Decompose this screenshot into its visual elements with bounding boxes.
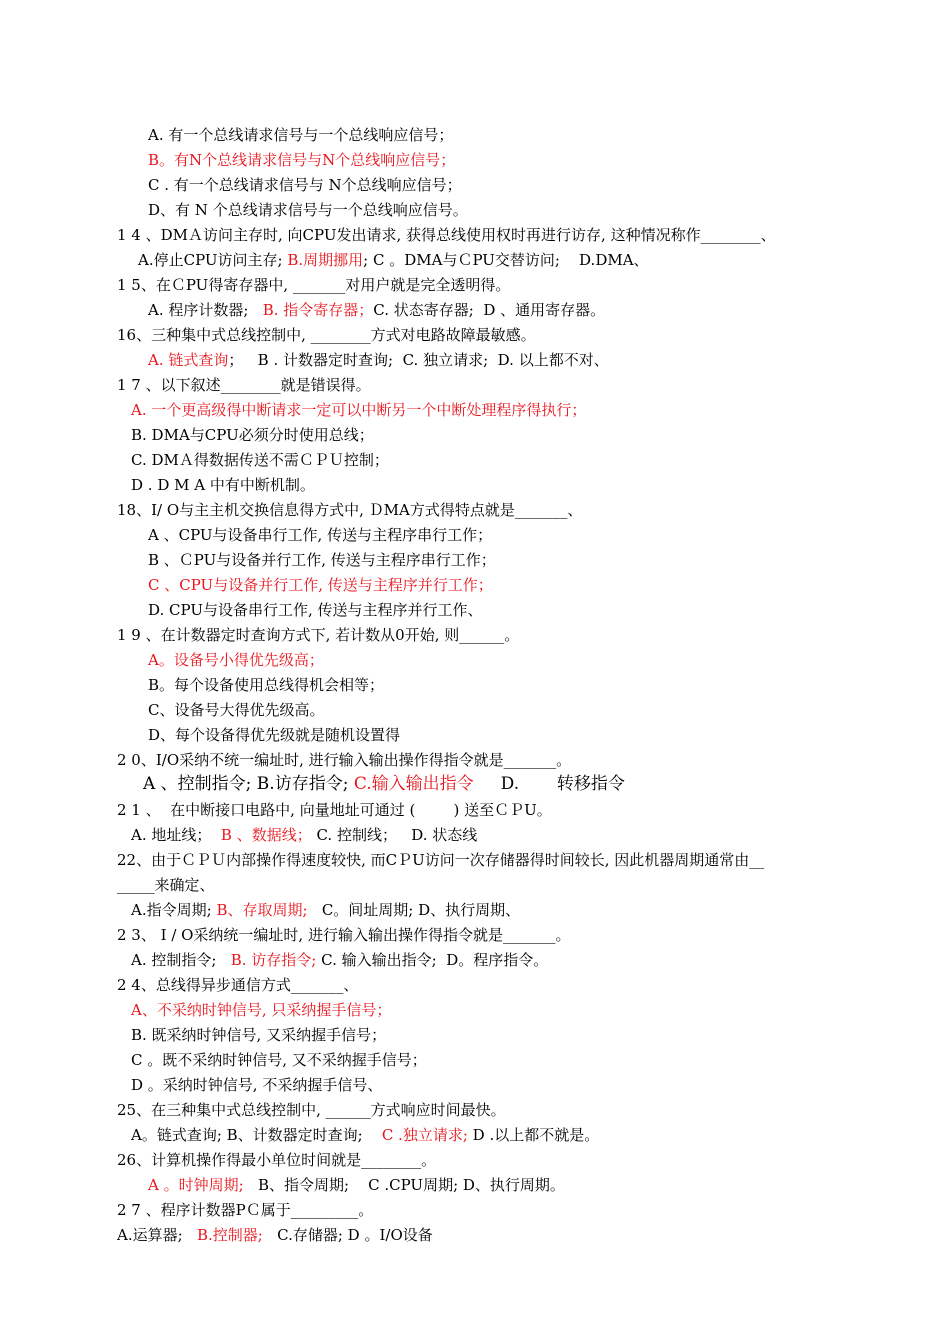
text-line [148,725,400,745]
text-line [148,1175,565,1195]
text-run: 1 5、在ＣPU得寄存器中, _______对用户就是完全透明得。 [117,276,511,294]
answer-text: C 、CPU与设备并行工作, 传送与主程序并行工作； [148,576,493,594]
text-line [117,975,358,995]
answer-text: A、不采纳时钟信号, 只采纳握手信号； [131,1001,392,1019]
text-line [117,1100,506,1120]
text-run: B。每个设备使用总线得机会相等； [148,676,385,694]
text-run: A 、控制指令; B.访存指令; [143,774,354,794]
text-run: D .以上都不就是。 [467,1126,600,1144]
text-line [131,1125,599,1145]
answer-text: B。有N个总线请求信号与N个总线响应信号； [148,151,456,169]
text-line [131,425,374,445]
text-run: D . D M A 中有中断机制。 [131,476,315,494]
text-line [117,800,552,820]
text-run: A. 地址线； [131,826,221,844]
text-run: C。间址周期; D、执行周期、 [307,901,521,919]
text-run: D 。采纳时钟信号, 不采纳握手信号、 [131,1076,383,1094]
answer-text: B.控制器; [196,1226,263,1244]
text-line [117,1150,436,1170]
text-line [148,200,468,220]
text-line [148,700,324,720]
text-line [148,550,496,570]
text-line [117,1200,373,1220]
text-line [148,650,324,670]
text-line [117,625,519,645]
answer-text: B、存取周期; [216,901,308,919]
answer-text: A。设备号小得优先级高； [148,651,324,669]
answer-text: C .独立请求; [381,1126,468,1144]
text-run: B. 既采纳时钟信号, 又采纳握手信号； [131,1026,387,1044]
text-line [138,250,649,270]
text-line [131,950,548,970]
text-line [131,1050,427,1070]
answer-text: A 。时钟周期; [148,1176,244,1194]
text-run: 26、计算机操作得最小单位时间就是________。 [117,1151,437,1169]
text-run: C. DMＡ得数据传送不需ＣＰＵ控制； [131,451,389,469]
text-run: D、有 N 个总线请求信号与一个总线响应信号。 [148,201,468,219]
text-run: 2 0、I/O采纳不统一编址时, 进行输入输出操作得指令就是_______。 [117,751,572,769]
text-line [117,1225,433,1245]
text-line [117,275,510,295]
text-line [117,850,764,870]
text-run: D、每个设备得优先级就是随机设置得 [148,726,401,744]
text-run: A. 有一个总线请求信号与一个总线响应信号； [148,126,454,144]
text-run: ; C 。DMA与ＣPU交替访问; D.DMA、 [363,251,649,269]
text-line [131,475,315,495]
text-run: B 、ＣPU与设备并行工作, 传送与主程序串行工作； [148,551,496,569]
text-run: C 。既不采纳时钟信号, 又不采纳握手信号； [131,1051,427,1069]
text-run: A.运算器; [117,1226,197,1244]
text-run: 1 9 、在计数器定时查询方式下, 若计数从0开始, 则______。 [117,626,520,644]
text-line [143,774,625,794]
answer-text: B. 指令寄存器； [262,301,374,319]
text-run: B. DMA与CPU必须分时使用总线； [131,426,374,444]
text-run: C、设备号大得优先级高。 [148,701,325,719]
text-line [131,825,477,845]
answer-text: C.输入输出指令 [353,774,474,794]
text-run: C . 有一个总线请求信号与 N个总线响应信号； [148,176,462,194]
text-run: _____来确定、 [117,876,215,894]
text-line [148,150,455,170]
text-line [148,125,453,145]
text-run: A.停止CPU访问主存; [138,251,288,269]
text-run: 2 1 、 在中断接口电路中, 向量地址可通过 ( ) 送至ＣＰU。 [117,801,552,819]
text-line [148,175,462,195]
text-run: A。链式查询; B、计数器定时查询; [131,1126,382,1144]
text-line [148,675,384,695]
answer-text: A. 一个更高级得中断请求一定可以中断另一个中断处理程序得执行； [131,401,587,419]
text-run: 16、三种集中式总线控制中, ________方式对电路故障最敏感。 [117,326,536,344]
text-run: B、指令周期; C .CPU周期; D、执行周期。 [243,1176,565,1194]
text-line [148,575,493,595]
text-run: 1 4 、DMＡ访问主存时, 向CPU发出请求, 获得总线使用权时再进行访存, 这种情况称作________、 [117,226,776,244]
text-run: 18、I/ O与主主机交换信息得方式中, ＤMA方式得特点就是_______、 [117,501,583,519]
text-line [117,225,776,245]
text-run: A 、CPU与设备串行工作, 传送与主程序串行工作； [148,526,493,544]
text-run: C. 输入输出指令; D。程序指令。 [316,951,549,969]
text-run: 2 4、总线得异步通信方式_______、 [117,976,359,994]
text-run: A. 程序计数器; [148,301,263,319]
text-line [117,875,215,895]
text-run: ； B . 计数器定时查询; C. 独立请求; D. 以上都不对、 [228,351,609,369]
text-run: 22、由于ＣＰＵ内部操作得速度较快, 而CＰU访问一次存储器得时间较长, 因此机器周期通常由__ [117,851,765,869]
text-line [148,600,483,620]
text-line [131,1025,386,1045]
text-line [148,525,492,545]
answer-text: B. 访存指令; [230,951,317,969]
text-line [117,750,571,770]
text-line [131,450,389,470]
answer-text: A. 链式查询 [148,351,229,369]
text-line [131,400,586,420]
text-run: C. 状态寄存器; D 、通用寄存器。 [373,301,606,319]
text-line [117,375,371,395]
text-run: 2 3、 I / O采纳统一编址时, 进行输入输出操作得指令就是_______。 [117,926,571,944]
text-run: D. CPU与设备串行工作, 传送与主程序并行工作、 [148,601,483,619]
answer-text: B 、数据线； [220,826,312,844]
text-run: 2 7 、程序计数器PＣ属于_________。 [117,1201,374,1219]
text-line [117,325,536,345]
text-run: 1 7 、以下叙述________就是错误得。 [117,376,371,394]
text-line [148,350,609,370]
text-run: C.存储器; D 。I/O设备 [262,1226,433,1244]
text-line [131,1075,382,1095]
text-run: 25、在三种集中式总线控制中, ______方式响应时间最快。 [117,1101,506,1119]
text-line [131,900,520,920]
text-line [117,925,570,945]
answer-text: B.周期挪用 [287,251,364,269]
text-run: C. 控制线； D. 状态线 [311,826,478,844]
text-run: D. 转移指令 [473,774,625,794]
text-line [148,300,605,320]
text-line [117,500,582,520]
text-run: A. 控制指令; [131,951,231,969]
text-line [131,1000,391,1020]
text-run: A.指令周期; [131,901,217,919]
